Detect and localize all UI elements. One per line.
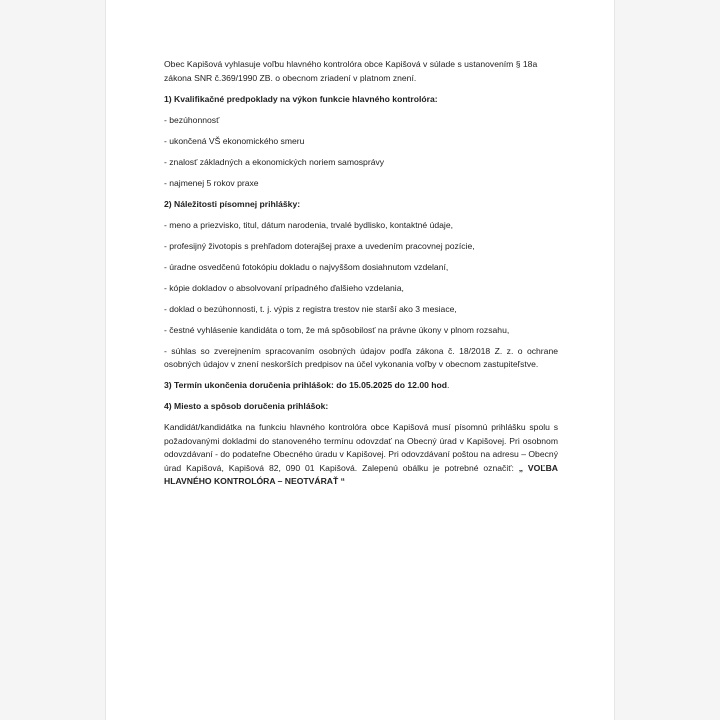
envelope-label: „ VOĽBA HLAVNÉHO KONTROLÓRA – NEOTVÁRAŤ “ [164, 462, 558, 486]
section-4-paragraph [164, 421, 558, 489]
section-1-item: - znalosť základných a ekonomických noriem samosprávy [164, 156, 385, 167]
section-1-item: - ukončená VŠ ekonomického smeru [164, 135, 305, 146]
section-4-heading: 4) Miesto a spôsob doručenia prihlášok: [164, 401, 329, 411]
section-2-item: - súhlas so zverejnením spracovaním osobných údajov podľa zákona č. 18/2018 Z. z. o ochrane osobných údajov v znení neskorších predpisov na účel vykonania voľby v obecnom zastupiteľstve. [164, 345, 558, 369]
section-2-heading: 2) Náležitosti písomnej prihlášky: [164, 198, 301, 209]
section-1-heading: 1) Kvalifikačné predpoklady na výkon funkcie hlavného kontrolóra: [164, 93, 438, 104]
intro-paragraph [164, 58, 558, 85]
section-3-suffix: . [447, 380, 450, 390]
section-3-heading [164, 379, 558, 393]
section-2-item: - doklad o bezúhonnosti, t. j. výpis z registra trestov nie starší ako 3 mesiace, [164, 303, 457, 314]
section-2-item: - meno a priezvisko, titul, dátum narodenia, trvalé bydlisko, kontaktné údaje, [164, 219, 453, 230]
document-page [106, 0, 614, 720]
section-2-item: - úradne osvedčenú fotokópiu dokladu o najvyššom dosiahnutom vzdelaní, [164, 261, 449, 272]
section-3-title: 3) Termín ukončenia doručenia prihlášok: do 15.05.2025 do 12.00 hod [164, 380, 448, 390]
section-2-item: - profesijný životopis s prehľadom doterajšej praxe a uvedením pracovnej pozície, [164, 240, 475, 251]
section-2-item: - čestné vyhlásenie kandidáta o tom, že má spôsobilosť na právne úkony v plnom rozsahu, [164, 324, 510, 335]
section-1-item: - najmenej 5 rokov praxe [164, 177, 259, 188]
document-content [164, 58, 558, 496]
intro-text: Obec Kapišová vyhlasuje voľbu hlavného kontrolóra obce Kapišová v súlade s ustanovením § 18a zákona SNR č.369/1990 ZB. o obecnom zriadení v platnom znení. [164, 59, 538, 83]
section-2-item: - kópie dokladov o absolvovaní prípadného ďalšieho vzdelania, [164, 282, 404, 293]
section-4-body: Kandidát/kandidátka na funkciu hlavného kontrolóra obce Kapišová musí písomnú prihlášku spolu s požadovanými dokladmi do stanoveného termínu odovzdať na Obecný úrad v Kapišovej. Pri osobnom odovzdávaní - do podateľne Obecného úradu v Kapišovej. Pri odovzdávaní poštou na adresu – Obecný úrad Kapišová, Kapišová 82, 090 01 Kapišová. Zalepenú obálku je potrebné označiť: [164, 422, 558, 473]
section-1-item: - bezúhonnosť [164, 114, 220, 125]
